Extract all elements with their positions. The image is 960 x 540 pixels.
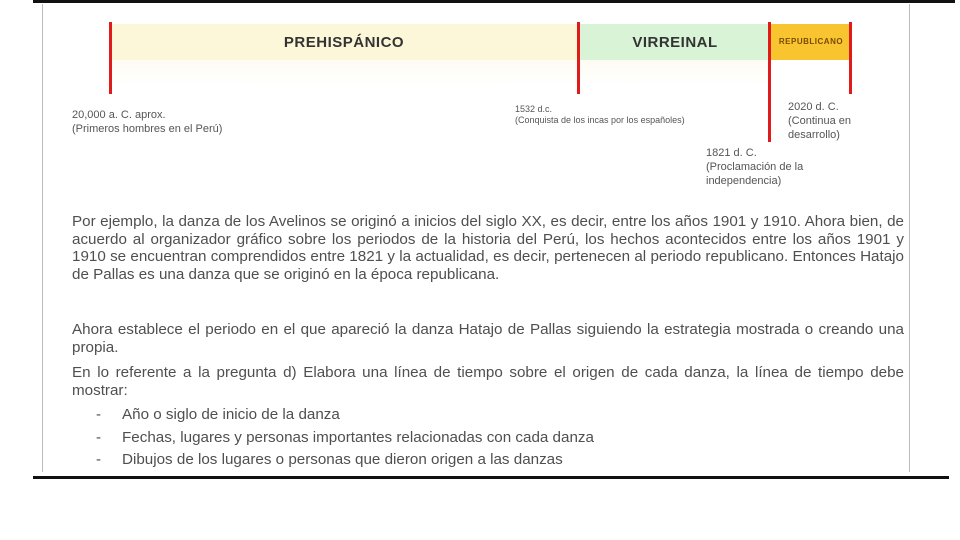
period-republicano-line2: CANO [817,37,844,46]
marker-date: 1532 d.c. [515,104,553,114]
timeline-tick-1532 [577,22,580,94]
period-republicano-line1: REPUBLI [778,37,818,46]
bullet-marker: - [96,406,102,423]
marker-label-2020 [788,100,898,142]
period-virreinal: VIRREINAL [580,24,770,60]
top-rule [33,0,955,3]
marker-date: 2020 d. C. [788,101,839,113]
marker-desc: (Continua en desarrollo) [788,115,851,141]
paragraph-question-d: En lo referente a la pregunta d) Elabora una línea de tiempo sobre el origen de cada danza, la línea de tiempo debe mostrar: [72,364,904,399]
marker-label-start [72,108,232,136]
timeline-tick-start [109,22,112,94]
list-item-text: Año o siglo de inicio de la danza [122,406,340,423]
timeline-tick-2020 [849,22,852,94]
period-republicano [770,24,852,60]
marker-date: 20,000 a. C. aprox. [72,109,166,121]
requirements-list [96,406,594,474]
list-item-text: Fechas, lugares y personas importantes relacionadas con cada danza [122,428,594,446]
list-item [96,429,594,452]
list-item-text: Dibujos de los lugares o personas que dieron origen a las danzas [122,451,563,468]
marker-desc: (Conquista de los incas por los españoles) [515,115,685,125]
marker-label-1821 [706,146,876,188]
paragraph-example: Por ejemplo, la danza de los Avelinos se originó a inicios del siglo XX, es decir, entre los años 1901 y 1910. Ahora bien, de acuerdo al organizador gráfico sobre los periodos de la historia del Perú, los hechos acontecidos entre los años 1901 y 1910 se encuentran comprendidos entre 1821 y la actualidad, es decir, pertenecen al periodo republicano. Entonces Hatajo de Pallas es una danza que se originó en la época republicana. [72,213,904,283]
marker-desc: (Proclamación de la independencia) [706,161,804,187]
marker-desc: (Primeros hombres en el Perú) [72,123,223,135]
bottom-rule [33,476,949,479]
bullet-marker: - [96,451,102,468]
bullet-marker: - [96,428,102,446]
marker-date: 1821 d. C. [706,147,757,159]
timeline-shadow [110,60,770,86]
paragraph-instruction: Ahora establece el periodo en el que apareció la danza Hatajo de Pallas siguiendo la estrategia mostrada o creando una propia. [72,321,904,356]
timeline-tick-1821 [768,22,771,142]
marker-label-1532 [515,104,685,126]
list-item [96,406,594,429]
list-item [96,451,594,474]
period-prehispanico: PREHISPÁNICO [110,24,578,60]
